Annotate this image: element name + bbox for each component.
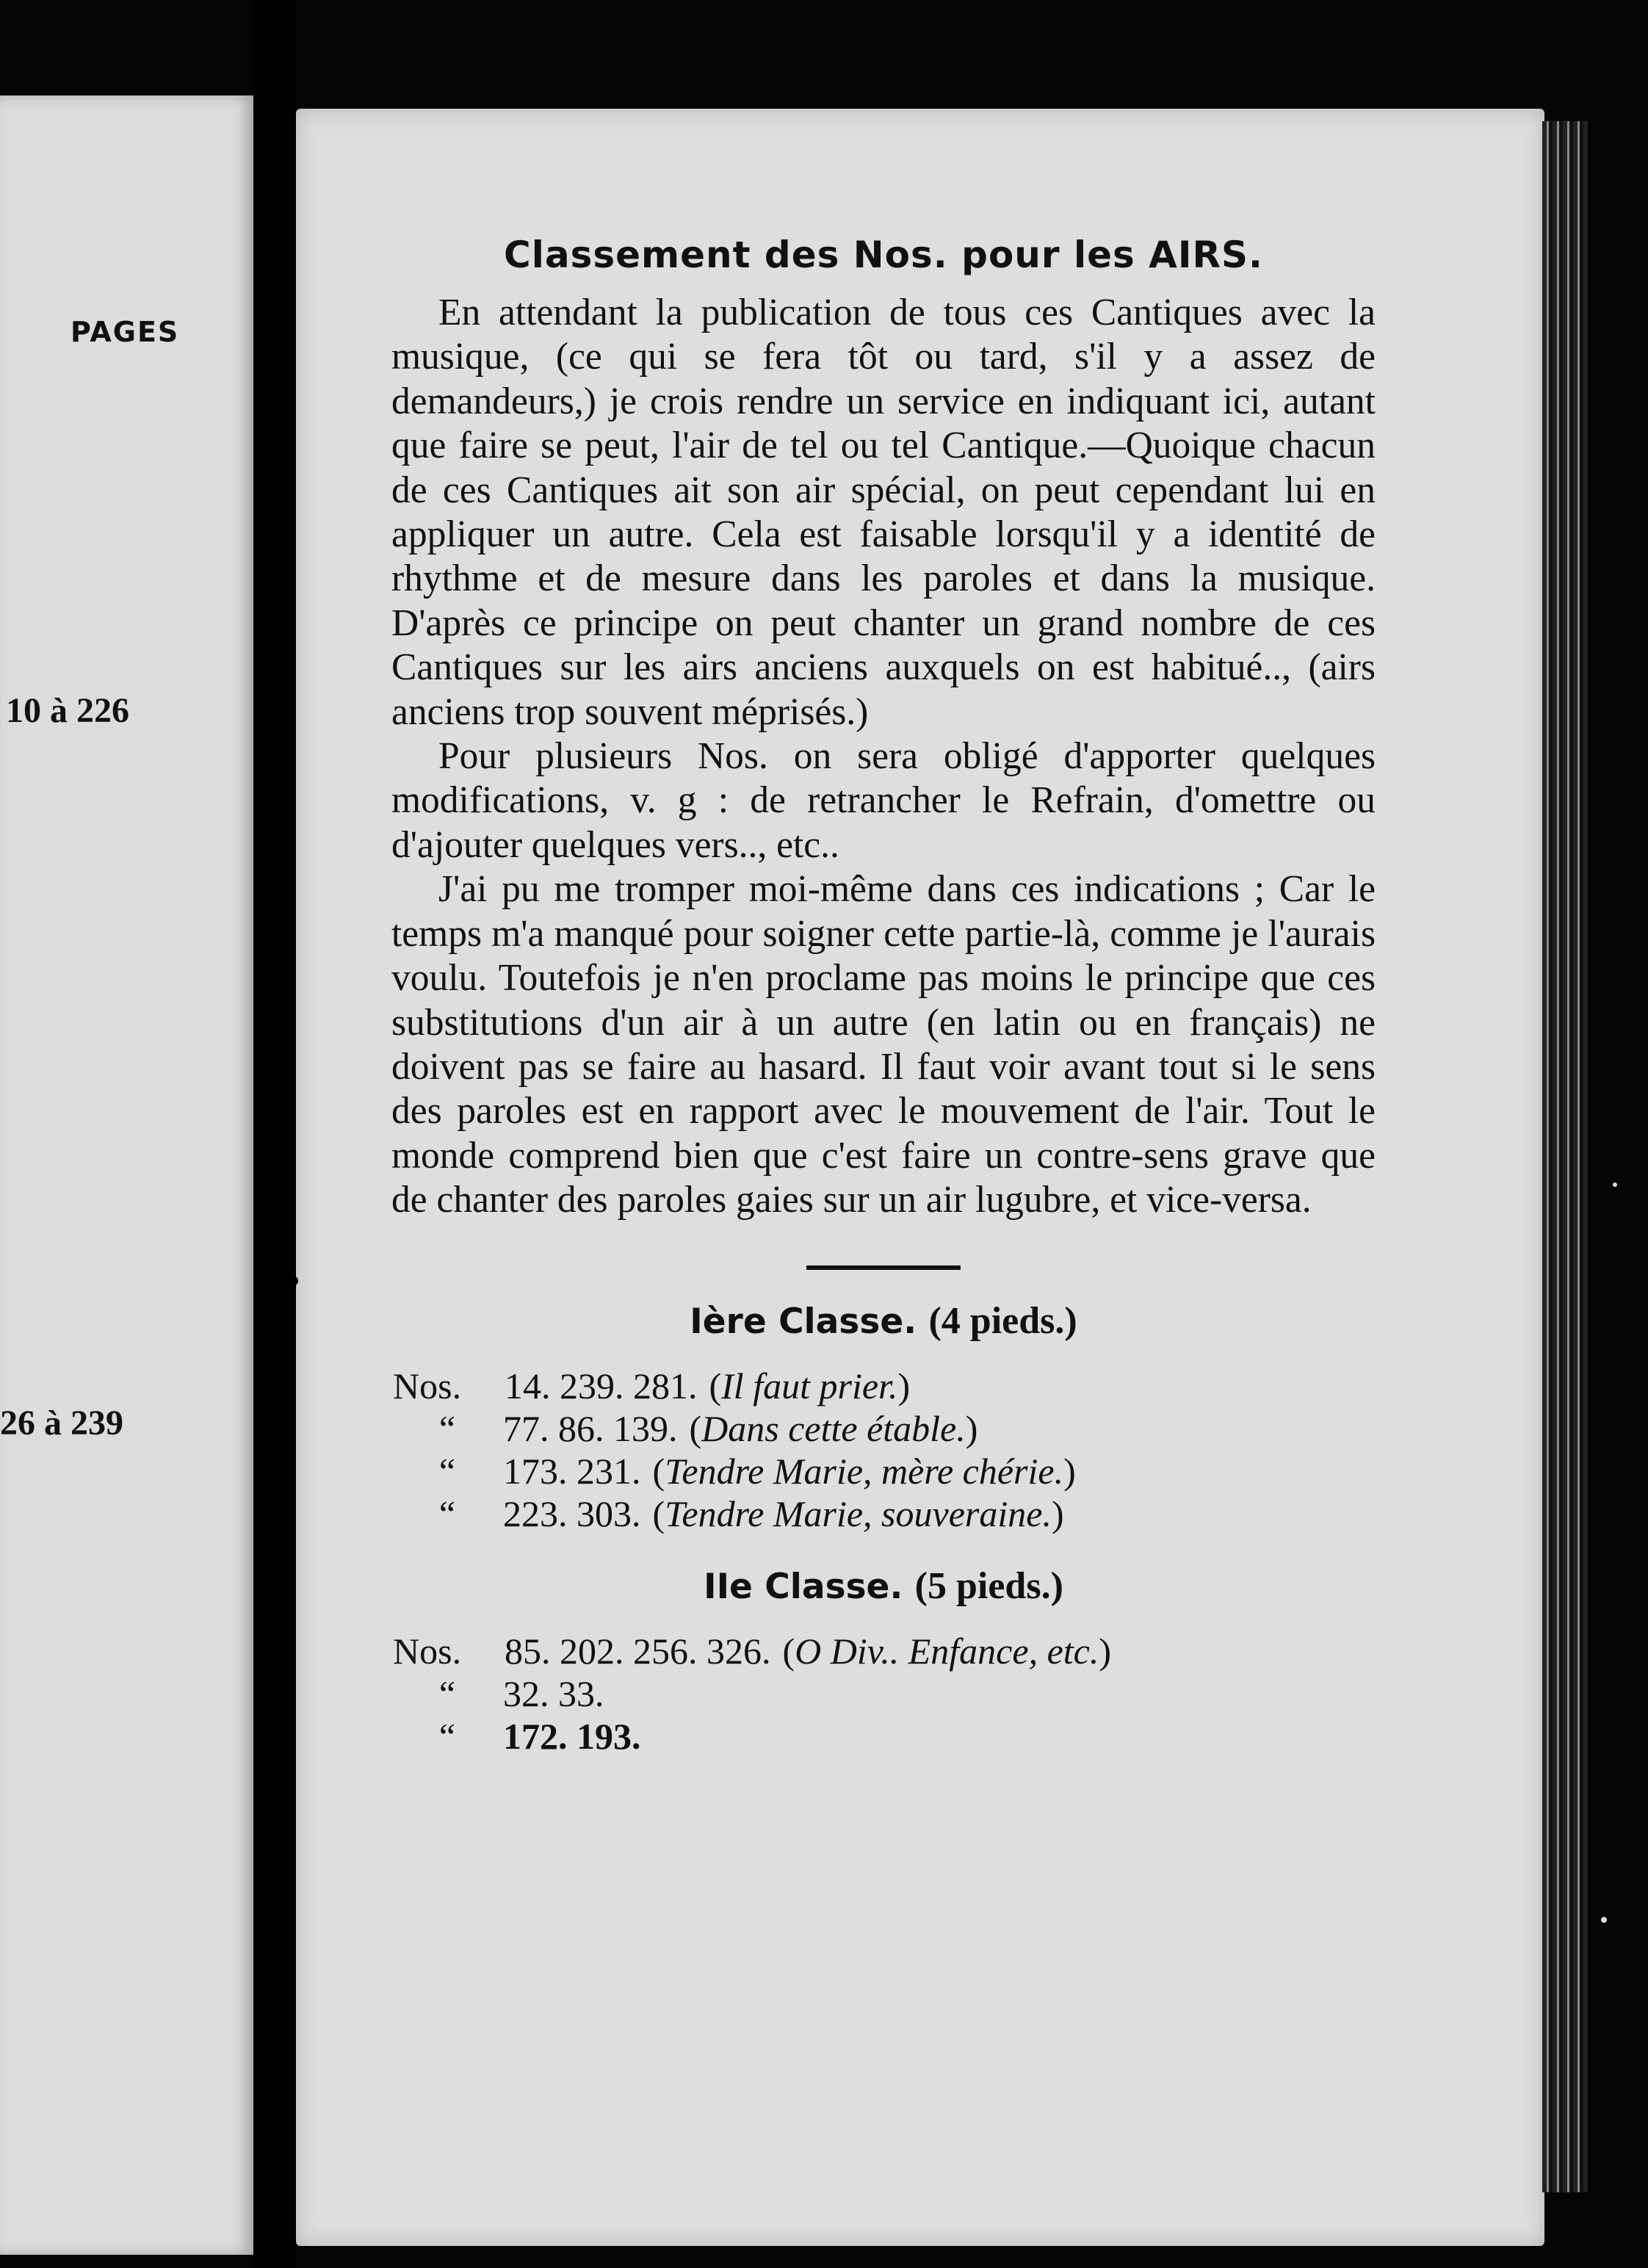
entry-air: (Dans cette étable.) xyxy=(689,1407,978,1449)
entry-lead: “ xyxy=(438,1450,456,1492)
entry-lead: “ xyxy=(438,1407,456,1449)
page-title: Classement des Nos. pour les AIRS. xyxy=(504,234,1263,276)
entry-numbers: 172. 193. xyxy=(503,1715,641,1757)
list-item xyxy=(391,1407,1376,1450)
entry-air: (Tendre Marie, mère chérie.) xyxy=(652,1450,1076,1492)
list-item xyxy=(391,1365,1376,1407)
class-feet: (4 pieds.) xyxy=(928,1299,1077,1342)
list-item xyxy=(391,1630,1376,1672)
entry-numbers: 77. 86. 139. xyxy=(503,1407,678,1449)
book-page xyxy=(296,109,1544,2246)
class-heading xyxy=(391,1299,1376,1343)
entry-lead: Nos. xyxy=(393,1630,462,1672)
entry-list xyxy=(391,1365,1376,1535)
scan-speck xyxy=(291,1276,298,1285)
scan-speck xyxy=(1601,1917,1607,1923)
previous-page xyxy=(0,95,253,2255)
entry-lead: “ xyxy=(438,1672,456,1714)
entry-numbers: 85. 202. 256. 326. xyxy=(505,1630,771,1672)
page-range-ref: 10 à 226 xyxy=(6,691,129,730)
page-range-ref: 26 à 239 xyxy=(0,1404,123,1442)
page-content xyxy=(391,234,1376,1787)
scan-speck xyxy=(1613,1182,1617,1187)
air-title: Dans cette étable. xyxy=(701,1407,966,1449)
entry-numbers: 32. 33. xyxy=(503,1672,604,1714)
entry-lead: “ xyxy=(438,1715,456,1757)
list-item xyxy=(391,1492,1376,1535)
list-item xyxy=(391,1672,1376,1715)
air-title: O Div.. Enfance, etc. xyxy=(795,1630,1099,1672)
list-item xyxy=(391,1450,1376,1492)
class-title: Ière Classe. xyxy=(690,1301,917,1342)
class-feet: (5 pieds.) xyxy=(914,1564,1063,1607)
section-divider xyxy=(806,1265,961,1270)
book-gutter xyxy=(253,0,296,2268)
entry-numbers: 223. 303. xyxy=(503,1492,641,1534)
entry-air: (O Div.. Enfance, etc.) xyxy=(782,1630,1111,1672)
page-block-edge xyxy=(1542,121,1588,2192)
entry-numbers: 14. 239. 281. xyxy=(505,1365,698,1406)
paragraph: J'ai pu me tromper moi-même dans ces indications ; Car le temps m'a manqué pour soigner cette partie-là, comme je l'aurais voulu. Toutefois je n'en proclame pas moins le principe que ces substitutions d'un air à un autre (en latin ou en français) ne doivent pas se faire au hasard. Il faut voir avant tout si le sens des paroles est en rapport avec le mouvement de l'air. Tout le monde comprend bien que c'est faire un contre-sens grave que de chanter des paroles gaies sur un air lugubre, et vice-versa. xyxy=(391,868,1376,1221)
air-title: Il faut prier. xyxy=(721,1365,898,1406)
entry-air: (Il faut prier.) xyxy=(709,1365,911,1406)
entry-list xyxy=(391,1630,1376,1758)
list-item xyxy=(391,1715,1376,1758)
class-heading xyxy=(391,1564,1376,1608)
entry-air: (Tendre Marie, souveraine.) xyxy=(652,1492,1064,1534)
entry-lead: “ xyxy=(438,1492,456,1534)
paragraph: En attendant la publication de tous ces Cantiques avec la musique, (ce qui se fera tôt ou tard, s'il y a assez de demandeurs,) je crois rendre un service en indiquant ici, autant que faire se peut, l'air de tel ou tel Cantique.—Quoique chacun de ces Cantiques ait son air spécial, on peut cependant lui en appliquer un autre. Cela est faisable lorsqu'il y a identité de rhythme et de mesure dans les paroles et dans la musique. D'après ce principe on peut chanter un grand nombre de ces Cantiques sur les airs anciens auxquels on est habitué.., (airs anciens trop souvent méprisés.) xyxy=(391,292,1376,733)
entry-lead: Nos. xyxy=(393,1365,462,1406)
entry-numbers: 173. 231. xyxy=(503,1450,641,1492)
paragraph: Pour plusieurs Nos. on sera obligé d'apporter quelques modifications, v. g : de retrancher le Refrain, d'omettre ou d'ajouter quelques vers.., etc.. xyxy=(391,735,1376,866)
class-title: IIe Classe. xyxy=(704,1566,903,1607)
pages-column-header: PAGES xyxy=(71,316,180,348)
air-title: Tendre Marie, mère chérie. xyxy=(665,1450,1064,1492)
air-title: Tendre Marie, souveraine. xyxy=(665,1492,1052,1534)
